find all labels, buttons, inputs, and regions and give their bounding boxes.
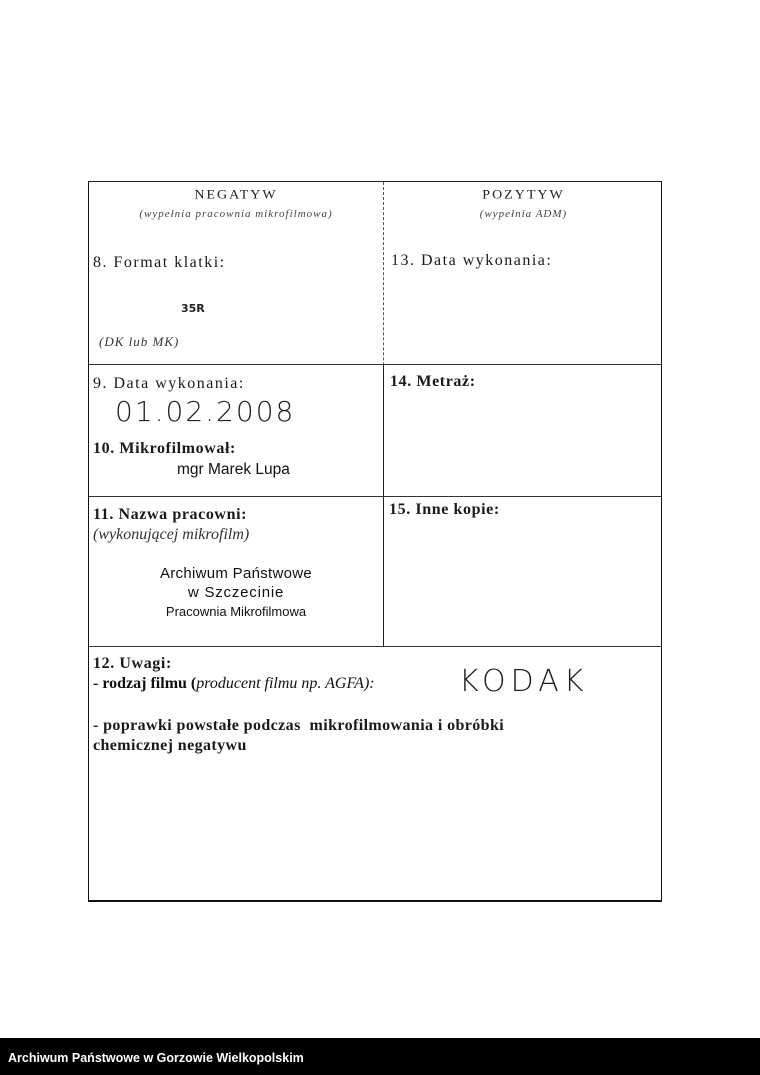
field-11-value-line-3: Pracownia Mikrofilmowa <box>165 604 307 619</box>
film-type-suffix: ): <box>363 675 375 692</box>
positive-title: POZYTYW <box>482 188 565 203</box>
film-type-row <box>93 675 375 693</box>
positive-header <box>384 188 663 220</box>
field-8-hint: (DK lub MK) <box>99 334 180 349</box>
field-12-label: 12. Uwagi: <box>93 655 172 672</box>
field-11-hint: (wykonującej mikrofilm) <box>93 526 250 543</box>
negative-header <box>89 188 383 220</box>
field-10-value[interactable]: mgr Marek Lupa <box>177 461 290 478</box>
corrections-label-line-2: chemicznej negatywu <box>93 737 247 754</box>
field-10-label: 10. Mikrofilmował: <box>93 440 236 457</box>
field-13-label: 13. Data wykonania: <box>391 252 553 269</box>
field-11-value-line-1: Archiwum Państwowe <box>159 565 313 582</box>
row-divider-3 <box>89 646 661 647</box>
column-divider <box>383 365 384 646</box>
row-divider-1 <box>89 364 661 365</box>
footer-text: Archiwum Państwowe w Gorzowie Wielkopolskim <box>8 1051 304 1065</box>
film-type-label: - rodzaj filmu ( <box>93 675 197 692</box>
positive-subtitle: (wypełnia ADM) <box>479 208 568 220</box>
field-8-label: 8. Format klatki: <box>93 254 226 271</box>
field-14-label: 14. Metraż: <box>390 373 476 390</box>
film-type-value[interactable]: KODAK <box>459 664 589 699</box>
corrections-label-line-1: - poprawki powstałe podczas mikrofilmowania i obróbki <box>93 717 505 734</box>
field-15-label: 15. Inne kopie: <box>389 501 500 518</box>
film-type-hint: producent filmu np. AGFA <box>196 675 364 692</box>
archive-footer <box>0 1038 760 1075</box>
field-11-label: 11. Nazwa pracowni: <box>93 506 248 523</box>
field-9-label: 9. Data wykonania: <box>93 375 245 392</box>
field-8-value[interactable]: 35R <box>181 302 205 315</box>
negative-subtitle: (wypełnia pracownia mikrofilmowa) <box>139 208 333 220</box>
microfilm-form <box>88 181 662 902</box>
negative-title: NEGATYW <box>194 188 278 203</box>
row-divider-2 <box>89 496 661 497</box>
field-9-value[interactable]: 01.02.2008 <box>115 395 296 428</box>
field-11-value-line-2: w Szczecinie <box>187 584 285 601</box>
